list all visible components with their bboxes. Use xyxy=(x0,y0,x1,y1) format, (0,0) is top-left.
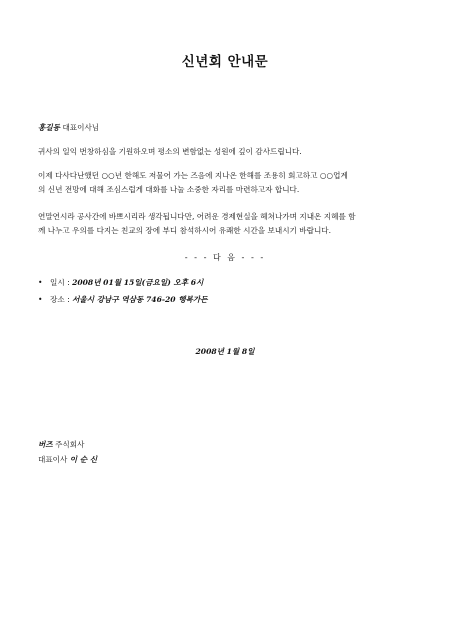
page-title: 신년회 안내문 xyxy=(181,54,269,70)
sender-company-prefix: 버즈 xyxy=(38,440,53,449)
recipient-title: 대표이사님 xyxy=(62,123,100,132)
sender-company-rest: 주식회사 xyxy=(52,440,85,449)
bullet-icon: • xyxy=(38,295,43,304)
separator-heading: - - - 다 음 - - - xyxy=(184,253,266,262)
detail-location-value: 서울시 강남구 역삼동 746-20 행복가든 xyxy=(72,295,208,304)
document-date: 2008년 1월 8일 xyxy=(195,347,255,356)
sender-signature xyxy=(38,454,97,465)
detail-datetime-value: 2008년 01월 15일(금요일) 오후 6시 xyxy=(72,278,204,287)
detail-location-label: 장소 : xyxy=(50,295,73,304)
detail-datetime-label: 일시 : xyxy=(50,278,73,287)
sender-name: 이 순 신 xyxy=(69,455,98,464)
body-paragraph-2-line-2: 의 신년 전망에 대해 조심스럽게 대화를 나눌 소중한 자리를 마련하고자 합니다. xyxy=(38,185,300,194)
detail-location xyxy=(38,294,208,305)
body-paragraph-1: 귀사의 일익 번창하심을 기원하오며 평소의 변함없는 성원에 깊이 감사드립니다. xyxy=(38,147,302,156)
bullet-icon: • xyxy=(38,278,43,287)
recipient-line xyxy=(38,122,99,133)
sender-company xyxy=(38,439,84,450)
recipient-name: 홍길동 xyxy=(38,123,61,132)
body-paragraph-3-line-2: 께 나누고 우의를 다지는 친교의 장에 부디 참석하시어 유쾌한 시간을 보내시기 바랍니다. xyxy=(38,226,332,235)
detail-datetime xyxy=(38,277,203,288)
sender-title: 대표이사 xyxy=(38,455,68,464)
body-paragraph-2-line-1: 이제 다사다난했던 ○○년 한해도 저물어 가는 즈음에 지나온 한해를 조용히 회고하고 ○○업계 xyxy=(38,171,348,180)
body-paragraph-3-line-1: 연말연시라 공사간에 바쁘시리라 생각됩니다만, 어려운 경제현실을 헤쳐나가며 지내온 지혜를 함 xyxy=(38,212,356,221)
